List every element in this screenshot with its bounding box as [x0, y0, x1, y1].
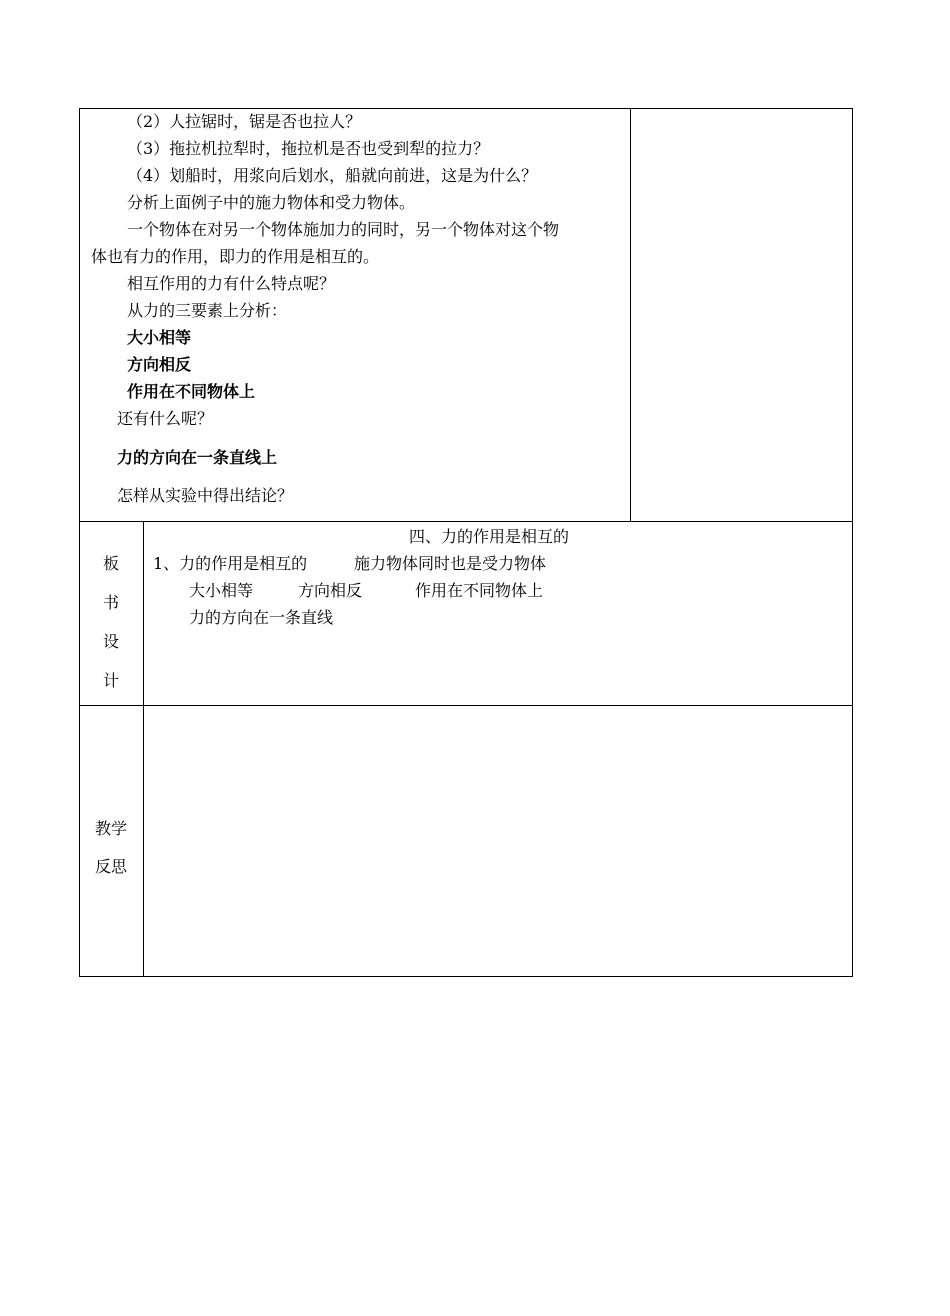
- frame-left-border: [79, 108, 80, 977]
- board-label-char-1: 板: [102, 554, 119, 573]
- explanation-line-1: 一个物体在对另一个物体施加力的同时，另一个物体对这个物: [127, 220, 560, 239]
- reflection-label-line-1: 教学: [94, 819, 127, 838]
- board-line3-same-line: 力的方向在一条直线: [189, 608, 334, 627]
- feature-question: 相互作用的力有什么特点呢？: [127, 274, 336, 293]
- board-label-char-4: 计: [102, 671, 119, 690]
- three-elements-prompt: 从力的三要素上分析：: [127, 301, 288, 320]
- board-line1-mutual: 1、力的作用是相互的: [153, 554, 308, 573]
- question-experiment: 怎样从实验中得出结论？: [117, 486, 294, 505]
- question-rowing: （4）划船时，用浆向后划水，船就向前进，这是为什么？: [127, 166, 538, 185]
- point-opposite-direction: 方向相反: [127, 355, 192, 374]
- row-divider-1: [79, 521, 853, 522]
- reflection-label-line-2: 反思: [94, 857, 127, 876]
- board-label-char-3: 设: [102, 632, 119, 651]
- question-what-else: 还有什么呢？: [117, 409, 214, 428]
- board-line2-opposite: 方向相反: [298, 581, 363, 600]
- board-label-char-2: 书: [102, 593, 119, 612]
- board-line2-equal: 大小相等: [189, 581, 254, 600]
- board-line2-different: 作用在不同物体上: [415, 581, 544, 600]
- question-saw: （2）人拉锯时，锯是否也拉人？: [127, 112, 362, 131]
- board-title: 四、力的作用是相互的: [409, 527, 570, 546]
- explanation-line-2: 体也有力的作用，即力的作用是相互的。: [91, 247, 380, 266]
- point-different-objects: 作用在不同物体上: [127, 382, 256, 401]
- frame-top-border: [79, 108, 853, 109]
- upper-column-divider: [630, 108, 631, 522]
- reflection-content-area: [144, 706, 852, 976]
- frame-right-border: [852, 108, 853, 977]
- conclusion-same-line: 力的方向在一条直线上: [117, 448, 278, 467]
- point-equal-magnitude: 大小相等: [127, 328, 192, 347]
- question-tractor: （3）拖拉机拉犁时，拖拉机是否也受到犁的拉力？: [127, 139, 490, 158]
- board-line1-exerter: 施力物体同时也是受力物体: [354, 554, 547, 573]
- frame-bottom-border: [79, 976, 853, 977]
- analysis-prompt: 分析上面例子中的施力物体和受力物体。: [127, 193, 416, 212]
